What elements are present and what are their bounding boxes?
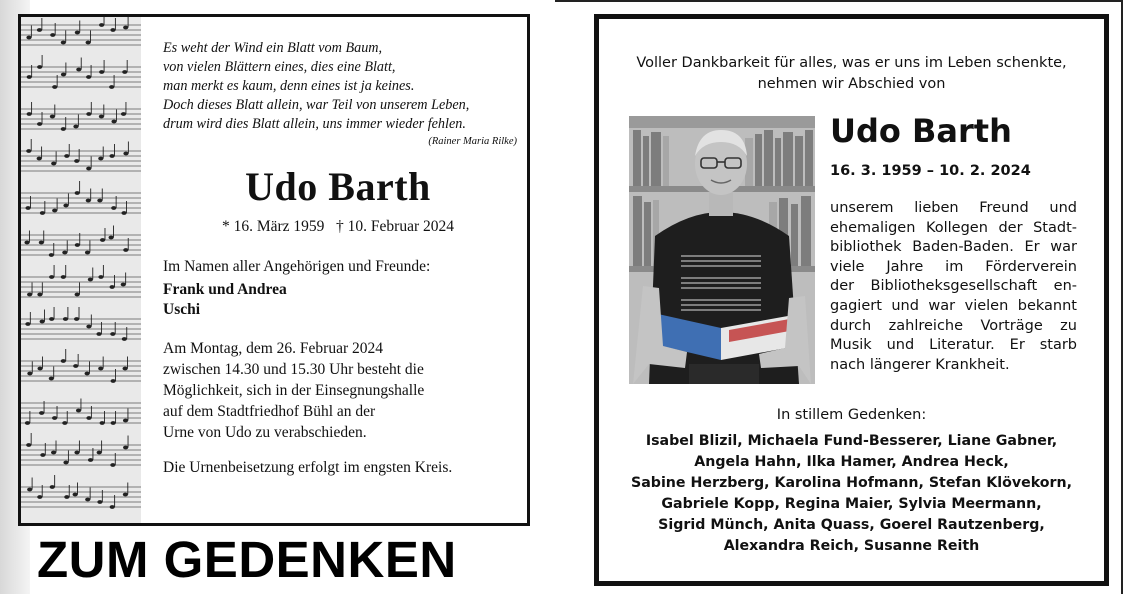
ceremony-line: zwischen 14.30 und 15.30 Uhr besteht die (163, 361, 424, 378)
life-dates: * 16. März 1959 † 10. Februar 2024 (221, 218, 455, 235)
poem (163, 39, 513, 134)
tribute-line: bibliothek Baden-Baden. Er war (830, 239, 1077, 256)
signers (163, 280, 513, 320)
poem-line: Doch dieses Blatt allein, war Teil von unserem Leben, (163, 97, 470, 113)
ceremony-line: Am Montag, dem 26. Februar 2024 (163, 340, 383, 357)
intro-line: Voller Dankbarkeit für alles, was er uns im Leben schenkte, (636, 55, 1067, 71)
left-notice-content (163, 39, 517, 477)
tribute-line: ehemaligen Kollegen der Stadt- (830, 219, 1077, 236)
memory-heading: In stillem Gedenken: (776, 407, 927, 423)
sheet-music-image (21, 17, 141, 523)
poem-line: von vielen Blättern eines, dies eine Blatt, (163, 59, 396, 75)
tribute-line: viele Jahre im Förderverein (830, 258, 1077, 275)
signer: Uschi (163, 301, 201, 318)
mourner-line: Alexandra Reich, Susanne Reith (723, 538, 980, 554)
deceased-name: Udo Barth (830, 112, 1012, 150)
tribute-line: unserem lieben Freund und (830, 200, 1077, 216)
ceremony-line: auf dem Stadtfriedhof Bühl an der (163, 403, 376, 420)
portrait-photo (629, 116, 815, 384)
poem-author: (Rainer Maria Rilke) (428, 136, 517, 147)
mourners-list (599, 431, 1104, 557)
intro-text (599, 53, 1104, 95)
obituary-notice-left (18, 14, 530, 526)
on-behalf-line: Im Namen aller Angehörigen und Freunde: (163, 258, 431, 275)
signer: Frank und Andrea (163, 281, 287, 298)
top-divider (555, 0, 1123, 2)
deceased-name: Udo Barth (245, 164, 431, 209)
obituary-notice-right (594, 14, 1109, 586)
poem-line: drum wird dies Blatt allein, uns immer wieder fehlen. (163, 116, 466, 132)
tribute-line: gagiert und war vielen bekannt (830, 297, 1077, 314)
tribute-line: Musik und Literatur. Er starb (830, 337, 1077, 354)
mourner-line: Isabel Blizil, Michaela Fund-Besserer, Liane Gabner, (645, 433, 1058, 449)
mourner-line: Sigrid Münch, Anita Quass, Goerel Rautzenberg, (658, 517, 1045, 533)
life-dates: 16. 3. 1959 – 10. 2. 2024 (830, 163, 1031, 179)
tribute-line: nach längerer Krankheit. (830, 356, 1010, 373)
mourner-line: Sabine Herzberg, Karolina Hofmann, Stefan Klövekorn, (631, 475, 1072, 491)
poem-line: man merkt es kaum, denn eines ist ja keines. (163, 78, 415, 94)
page-heading: ZUM GEDENKEN (37, 531, 457, 588)
ceremony-line: Urne von Udo zu verabschieden. (163, 424, 367, 441)
burial-note: Die Urnenbeisetzung erfolgt im engsten Kreis. (163, 459, 453, 476)
tribute-text (830, 199, 1077, 375)
intro-line: nehmen wir Abschied von (757, 76, 946, 92)
ceremony-line: Möglichkeit, sich in der Einsegnungshalle (163, 382, 425, 399)
poem-line: Es weht der Wind ein Blatt vom Baum, (163, 40, 383, 56)
tribute-line: der Bibliotheksgesellschaft en- (830, 278, 1077, 295)
mourner-line: Angela Hahn, Ilka Hamer, Andrea Heck, (694, 454, 1009, 470)
ceremony-info (163, 338, 513, 443)
tribute-line: durch zahlreiche Vorträge zu (830, 317, 1077, 334)
mourner-line: Gabriele Kopp, Regina Maier, Sylvia Meermann, (661, 496, 1042, 512)
